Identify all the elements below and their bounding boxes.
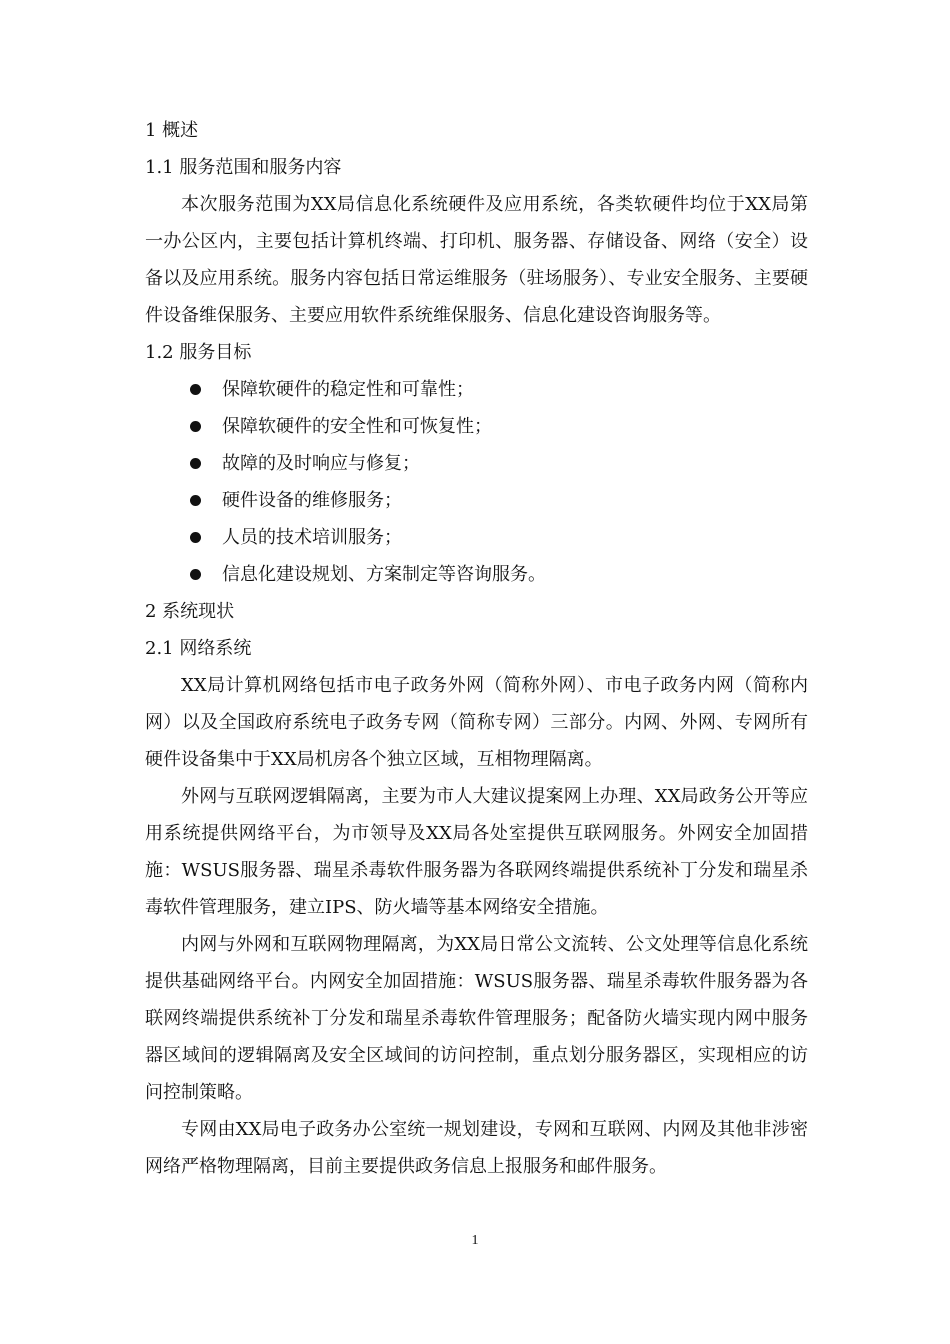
section-1-1-heading: 1.1 服务范围和服务内容 — [145, 157, 342, 178]
list-item-text: 保障软硬件的稳定性和可靠性； — [222, 379, 474, 400]
bullet-icon — [190, 569, 201, 580]
service-goals-list — [145, 371, 808, 593]
section-1-1-paragraph: 本次服务范围为XX局信息化系统硬件及应用系统，各类软硬件均位于XX局第一办公区内，主要包括计算机终端、打印机、服务器、存储设备、网络（安全）设备以及应用系统。服务内容包括日常运维服务（驻场服务）、专业安全服务、主要硬件设备维保服务、主要应用软件系统维保服务、信息化建设咨询服务等。 — [145, 194, 808, 326]
bullet-icon — [190, 495, 201, 506]
list-item — [145, 371, 808, 408]
network-paragraph-external: 外网与互联网逻辑隔离，主要为市人大建议提案网上办理、XX局政务公开等应用系统提供网络平台，为市领导及XX局各处室提供互联网服务。外网安全加固措施：WSUS服务器、瑞星杀毒软件服务器为各联网终端提供系统补丁分发和瑞星杀毒软件管理服务，建立IPS、防火墙等基本网络安全措施。 — [145, 786, 808, 918]
list-item — [145, 445, 808, 482]
page-number: 1 — [471, 1233, 479, 1248]
section-2-heading: 2 系统现状 — [145, 601, 235, 622]
section-2-1-heading: 2.1 网络系统 — [145, 638, 252, 659]
network-paragraph-private: 专网由XX局电子政务办公室统一规划建设，专网和互联网、内网及其他非涉密网络严格物理隔离，目前主要提供政务信息上报服务和邮件服务。 — [145, 1119, 808, 1177]
bullet-icon — [190, 421, 201, 432]
bullet-icon — [190, 532, 201, 543]
network-paragraph-overview: XX局计算机网络包括市电子政务外网（简称外网）、市电子政务内网（简称内网）以及全国政府系统电子政务专网（简称专网）三部分。内网、外网、专网所有硬件设备集中于XX局机房各个独立区域，互相物理隔离。 — [145, 675, 808, 770]
list-item-text: 信息化建设规划、方案制定等咨询服务。 — [222, 564, 546, 585]
bullet-icon — [190, 384, 201, 395]
list-item — [145, 482, 808, 519]
bullet-icon — [190, 458, 201, 469]
network-paragraph-internal: 内网与外网和互联网物理隔离，为XX局日常公文流转、公文处理等信息化系统提供基础网络平台。内网安全加固措施：WSUS服务器、瑞星杀毒软件服务器为各联网终端提供系统补丁分发和瑞星杀毒软件管理服务；配备防火墙实现内网中服务器区域间的逻辑隔离及安全区域间的访问控制，重点划分服务器区，实现相应的访问控制策略。 — [145, 934, 808, 1103]
list-item — [145, 556, 808, 593]
document-body — [145, 112, 808, 1185]
list-item-text: 人员的技术培训服务； — [222, 527, 402, 548]
section-1-2-heading: 1.2 服务目标 — [145, 342, 252, 363]
section-1-heading: 1 概述 — [145, 120, 199, 141]
list-item-text: 硬件设备的维修服务； — [222, 490, 402, 511]
list-item — [145, 408, 808, 445]
list-item-text: 保障软硬件的安全性和可恢复性； — [222, 416, 492, 437]
list-item — [145, 519, 808, 556]
list-item-text: 故障的及时响应与修复； — [222, 453, 420, 474]
